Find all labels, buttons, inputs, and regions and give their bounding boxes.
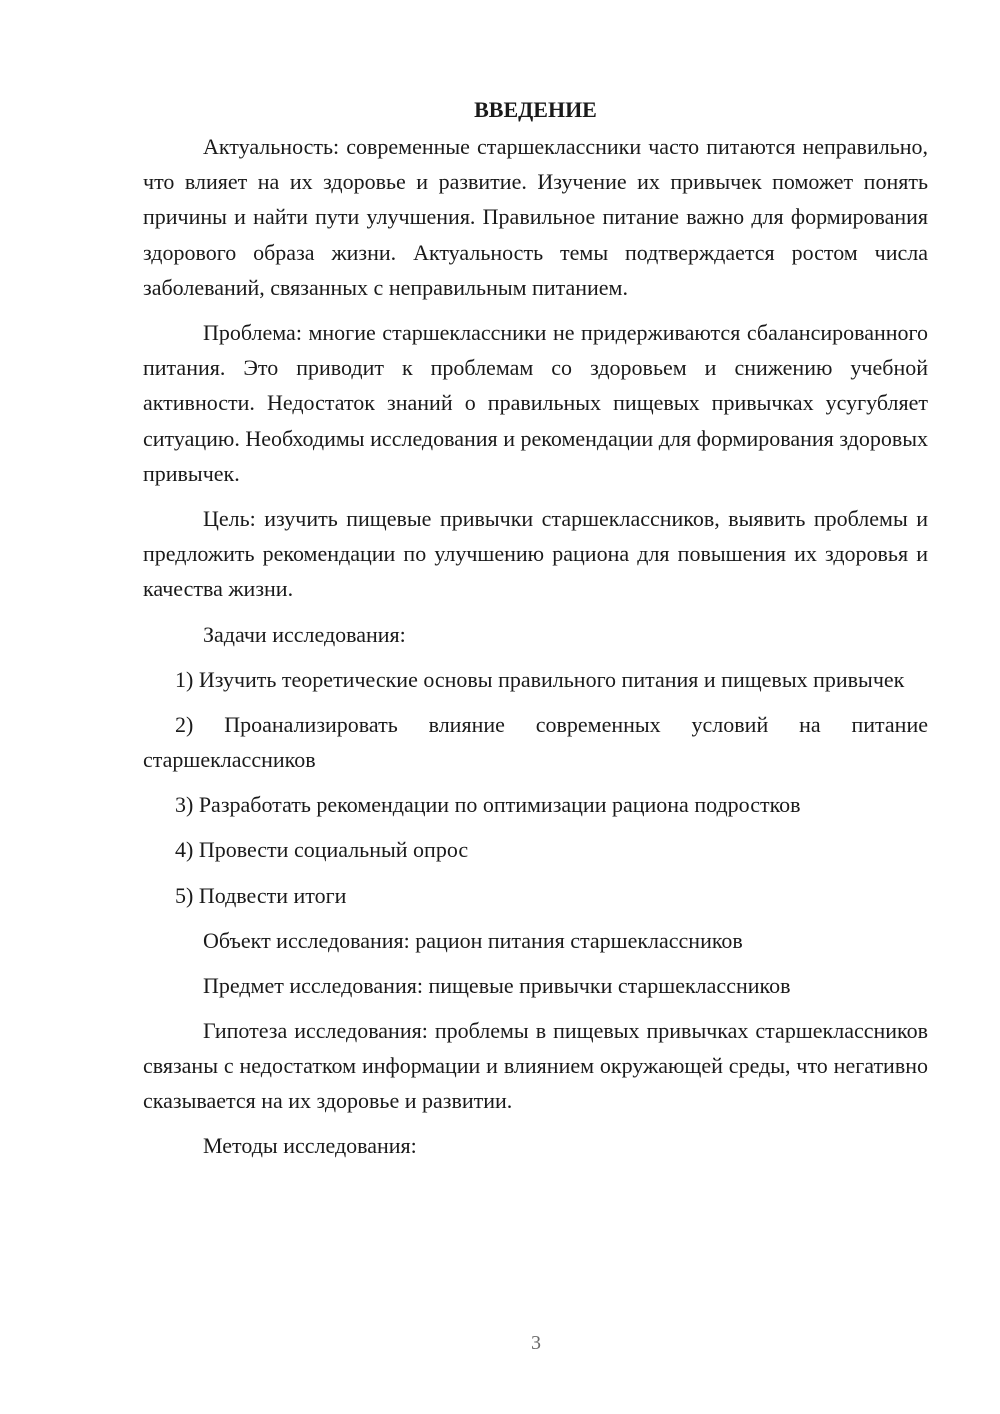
- research-subject: Предмет исследования: пищевые привычки старшеклассников: [203, 972, 791, 998]
- page-title: ВВЕДЕНИЕ: [474, 97, 597, 122]
- page-number: 3: [531, 1332, 541, 1354]
- paragraph-goal: Цель: изучить пищевые привычки старшеклассников, выявить проблемы и предложить рекомендации по улучшению рациона для повышения их здоровья и качества жизни.: [143, 506, 928, 602]
- list-item: 1) Изучить теоретические основы правильного питания и пищевых привычек: [175, 666, 905, 692]
- list-item: 5) Подвести итоги: [175, 882, 347, 908]
- document-page: [143, 92, 928, 1173]
- methods-heading: Методы исследования:: [203, 1133, 417, 1159]
- research-object: Объект исследования: рацион питания старшеклассников: [203, 927, 743, 953]
- paragraph-relevance: Актуальность: современные старшеклассники часто питаются неправильно, что влияет на их здоровье и развитие. Изучение их привычек поможет понять причины и найти пути улучшения. Правильное питание важно для формирования здорового образа жизни. Актуальность темы подтверждается ростом числа заболеваний, связанных с неправильным питанием.: [143, 134, 928, 300]
- paragraph-hypothesis: Гипотеза исследования: проблемы в пищевых привычках старшеклассников связаны с недостатком информации и влиянием окружающей среды, что негативно сказывается на их здоровье и развитии.: [143, 1017, 928, 1114]
- tasks-heading: Задачи исследования:: [203, 621, 406, 647]
- list-item: 2) Проанализировать влияние современных условий на питание старшеклассников: [143, 711, 928, 773]
- list-item: 3) Разработать рекомендации по оптимизации рациона подростков: [175, 792, 801, 818]
- tasks-list: [143, 662, 928, 913]
- list-item: 4) Провести социальный опрос: [175, 837, 469, 863]
- paragraph-problem: Проблема: многие старшеклассники не придерживаются сбалансированного питания. Это приводит к проблемам со здоровьем и снижению учебной активности. Недостаток знаний о правильных пищевых привычках усугубляет ситуацию. Необходимы исследования и рекомендации для формирования здоровых привычек.: [143, 320, 928, 486]
